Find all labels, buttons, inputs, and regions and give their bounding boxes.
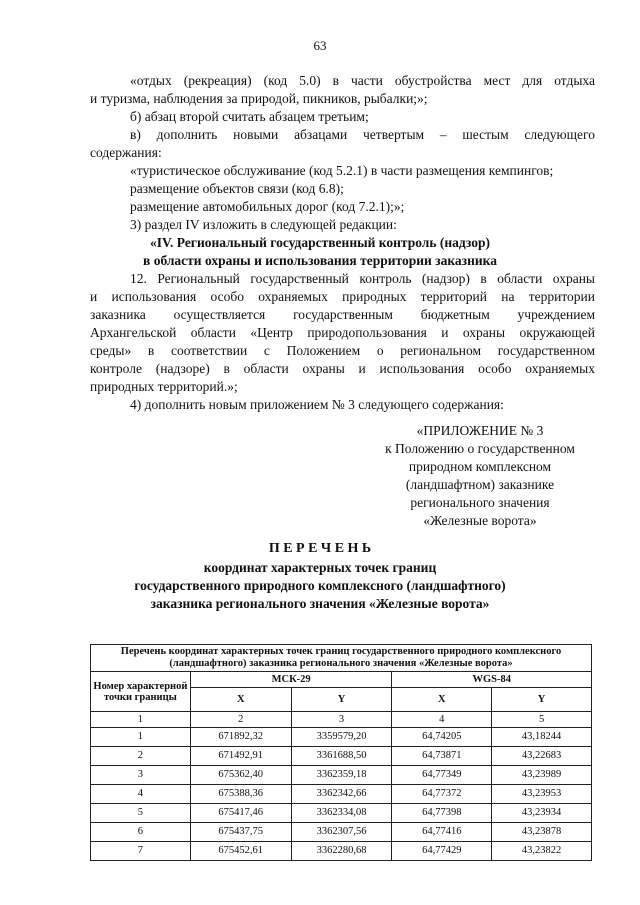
msk-x: 675437,75 xyxy=(190,823,291,842)
msk-y: 3362334,08 xyxy=(291,804,392,823)
wgs-lat: 64,77349 xyxy=(392,766,492,785)
section-heading: в области охраны и использования территории заказника xyxy=(143,253,497,268)
msk-y: 3362342,66 xyxy=(291,785,392,804)
section-text-line: контроле (надзоре) в области охраны и использования особо охраняемых xyxy=(90,361,595,376)
msk-x: 675417,46 xyxy=(190,804,291,823)
msk-x: 675452,61 xyxy=(190,842,291,861)
msk-x: 671492,91 xyxy=(190,747,291,766)
coordinates-table xyxy=(90,644,592,861)
table-row xyxy=(91,728,592,747)
paragraph-line: «отдых (рекреация) (код 5.0) в части обустройства мест для отдыха xyxy=(130,73,595,88)
paragraph-line: и туризма, наблюдения за природой, пикников, рыбалки;»; xyxy=(90,91,428,106)
list-title-line: государственного природного комплексного (ландшафтного) xyxy=(134,578,506,593)
section-text-line: Архангельской области «Центр природопользования и охраны окружающей xyxy=(90,325,595,340)
table-row xyxy=(91,823,592,842)
msk-x: 675388,36 xyxy=(190,785,291,804)
column-numbering-row xyxy=(91,712,592,728)
section-text-line: и использования особо охраняемых природных территорий на территории xyxy=(90,289,595,304)
x-header: X xyxy=(392,688,492,712)
section-text-line: среды» в соответствии с Положением о региональном государственном xyxy=(90,343,595,358)
column-number: 5 xyxy=(492,712,592,728)
msk-y: 3362307,56 xyxy=(291,823,392,842)
msk-y: 3361688,50 xyxy=(291,747,392,766)
column-number: 1 xyxy=(91,712,191,728)
wgs-lon: 43,23878 xyxy=(492,823,592,842)
wgs-lat: 64,77372 xyxy=(392,785,492,804)
section-text-line: 4) дополнить новым приложением № 3 следующего содержания: xyxy=(130,397,504,412)
column-number: 4 xyxy=(392,712,492,728)
paragraph-line: в) дополнить новыми абзацами четвертым – шестым следующего xyxy=(130,127,595,142)
paragraph-line: б) абзац второй считать абзацем третьим; xyxy=(130,109,369,124)
section-text-line: природных территорий.»; xyxy=(90,379,238,394)
section-heading: «IV. Региональный государственный контроль (надзор) xyxy=(149,235,491,250)
list-title-word: П Е Р Е Ч Е Н Ь xyxy=(268,541,372,556)
paragraph-line: размещение автомобильных дорог (код 7.2.1);»; xyxy=(130,199,405,214)
point-number: 1 xyxy=(91,728,191,747)
wgs-lat: 64,77398 xyxy=(392,804,492,823)
wgs-lon: 43,18244 xyxy=(492,728,592,747)
wgs-lon: 43,23989 xyxy=(492,766,592,785)
wgs-lat: 64,77429 xyxy=(392,842,492,861)
point-number: 3 xyxy=(91,766,191,785)
msk29-header: МСК-29 xyxy=(190,672,392,688)
paragraph-line: размещение объектов связи (код 6.8); xyxy=(130,181,344,196)
list-title-line: координат характерных точек границ xyxy=(203,560,437,575)
wgs-lon: 43,23934 xyxy=(492,804,592,823)
wgs-lon: 43,23822 xyxy=(492,842,592,861)
wgs84-header: WGS-84 xyxy=(392,672,592,688)
section-text-line: 12. Региональный государственный контроль (надзор) в области охраны xyxy=(130,271,595,286)
paragraph-line: содержания: xyxy=(90,145,162,160)
table-row xyxy=(91,747,592,766)
y-header: Y xyxy=(492,688,592,712)
point-number: 4 xyxy=(91,785,191,804)
paragraph-line: «туристическое обслуживание (код 5.2.1) в части размещения кемпингов; xyxy=(130,163,554,178)
appendix-line: к Положению о государственном xyxy=(385,441,575,456)
point-number: 7 xyxy=(91,842,191,861)
page-number: 63 xyxy=(313,38,327,53)
column-number: 2 xyxy=(190,712,291,728)
table-caption: Перечень координат характерных точек границ государственного природного комплексного (ландшафтного) заказника регионального значения «Железные ворота» xyxy=(91,645,592,672)
appendix-line: «Железные ворота» xyxy=(423,513,537,528)
msk-x: 675362,40 xyxy=(190,766,291,785)
appendix-line: (ландшафтном) заказнике xyxy=(405,477,555,492)
table-row xyxy=(91,842,592,861)
paragraph-line: 3) раздел IV изложить в следующей редакции: xyxy=(130,217,397,232)
point-number: 6 xyxy=(91,823,191,842)
point-number: 5 xyxy=(91,804,191,823)
msk-y: 3359579,20 xyxy=(291,728,392,747)
table-row xyxy=(91,785,592,804)
appendix-heading: «ПРИЛОЖЕНИЕ № 3 xyxy=(416,423,544,438)
point-number: 2 xyxy=(91,747,191,766)
list-title-line: заказника регионального значения «Железные ворота» xyxy=(150,596,490,611)
y-header: Y xyxy=(291,688,392,712)
table-row xyxy=(91,804,592,823)
table-row xyxy=(91,766,592,785)
x-header: X xyxy=(190,688,291,712)
wgs-lat: 64,73871 xyxy=(392,747,492,766)
wgs-lat: 64,74205 xyxy=(392,728,492,747)
wgs-lon: 43,23953 xyxy=(492,785,592,804)
section-text-line: заказника осуществляется государственным бюджетным учреждением xyxy=(90,307,595,322)
msk-y: 3362359,18 xyxy=(291,766,392,785)
appendix-line: природном комплексном xyxy=(408,459,552,474)
msk-x: 671892,32 xyxy=(190,728,291,747)
wgs-lon: 43,22683 xyxy=(492,747,592,766)
column-number: 3 xyxy=(291,712,392,728)
msk-y: 3362280,68 xyxy=(291,842,392,861)
appendix-line: регионального значения xyxy=(410,495,550,510)
wgs-lat: 64,77416 xyxy=(392,823,492,842)
point-number-header: Номер характерной точки границы xyxy=(91,672,191,712)
